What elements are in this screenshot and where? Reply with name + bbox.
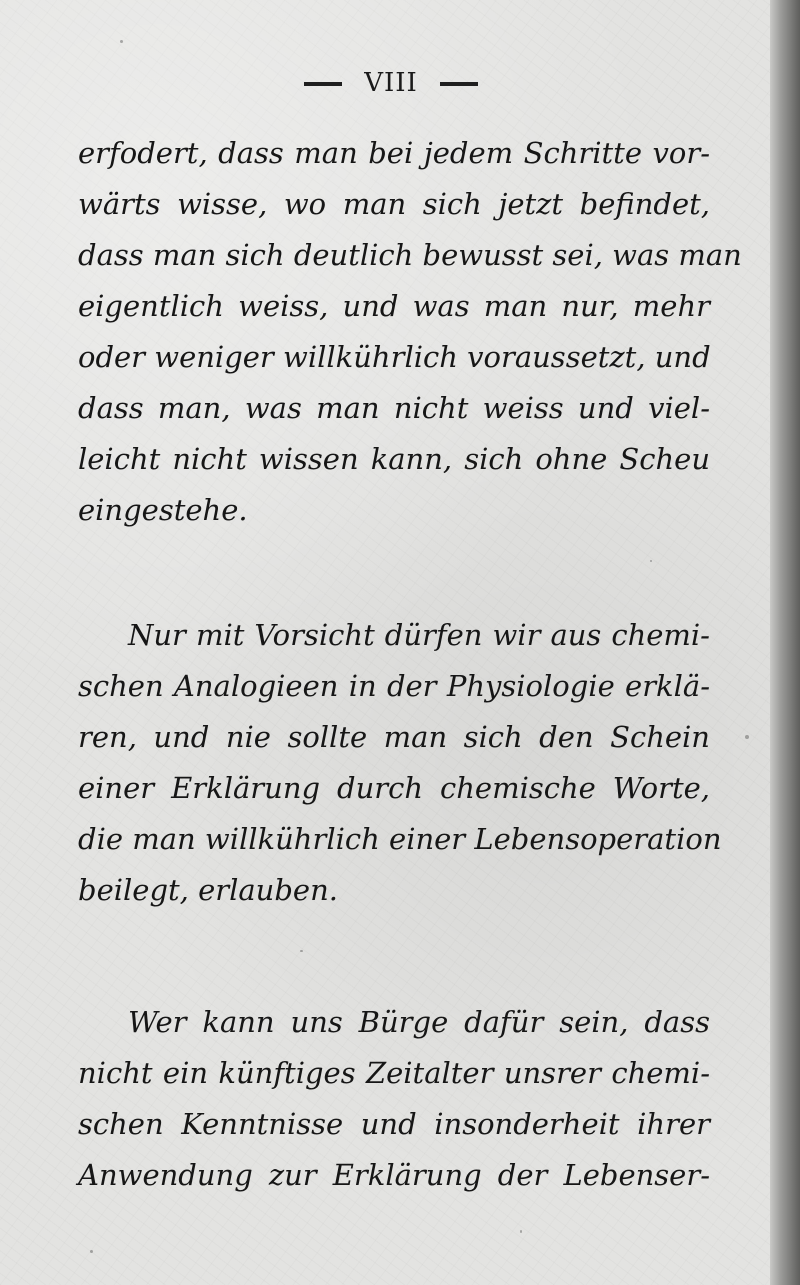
paragraph-2 [78,610,722,916]
text-line: Nur mit Vorsicht dürfen wir aus chemi- [128,618,710,652]
text-line: leicht nicht wissen kann, sich ohne Scheu [78,442,710,476]
text-line: nicht ein künftiges Zeitalter unsrer chemi- [78,1056,710,1090]
text-line: ren, und nie sollte man sich den Schein [78,720,710,754]
text-line: Anwendung zur Erklärung der Lebenser- [78,1158,710,1192]
text-line: erfodert, dass man bei jedem Schritte vor- [78,136,710,170]
paper-speck [650,560,652,562]
paragraph-3 [78,997,710,1201]
text-line: dass man, was man nicht weiss und viel- [78,391,710,425]
page-number: VIII [364,68,418,98]
text-line: dass man sich deutlich bewusst sei, was man [78,238,742,272]
text-line: Wer kann uns Bürge dafür sein, dass [128,1005,710,1039]
paper-speck [520,1230,522,1233]
text-line: die man willkührlich einer Lebensoperation [78,822,722,856]
paper-speck [300,950,303,952]
paper-speck [90,1250,93,1253]
text-line: eigentlich weiss, und was man nur, mehr [78,289,710,323]
text-line: eingestehe. [78,493,248,527]
text-line: wärts wisse, wo man sich jetzt befindet, [78,187,710,221]
header-dash-right [440,82,478,86]
text-line: beilegt, erlauben. [78,873,338,907]
paragraph-1 [78,128,742,536]
text-line: schen Analogieen in der Physiologie erklä- [78,669,710,703]
paper-speck [745,735,749,739]
page-header [0,68,782,98]
text-line: oder weniger willkührlich voraussetzt, und [78,340,711,374]
paper-speck [120,40,123,43]
text-line: schen Kenntnisse und insonderheit ihrer [78,1107,710,1141]
page-edge-shadow [770,0,800,1285]
text-line: einer Erklärung durch chemische Worte, [78,771,710,805]
header-dash-left [304,82,342,86]
